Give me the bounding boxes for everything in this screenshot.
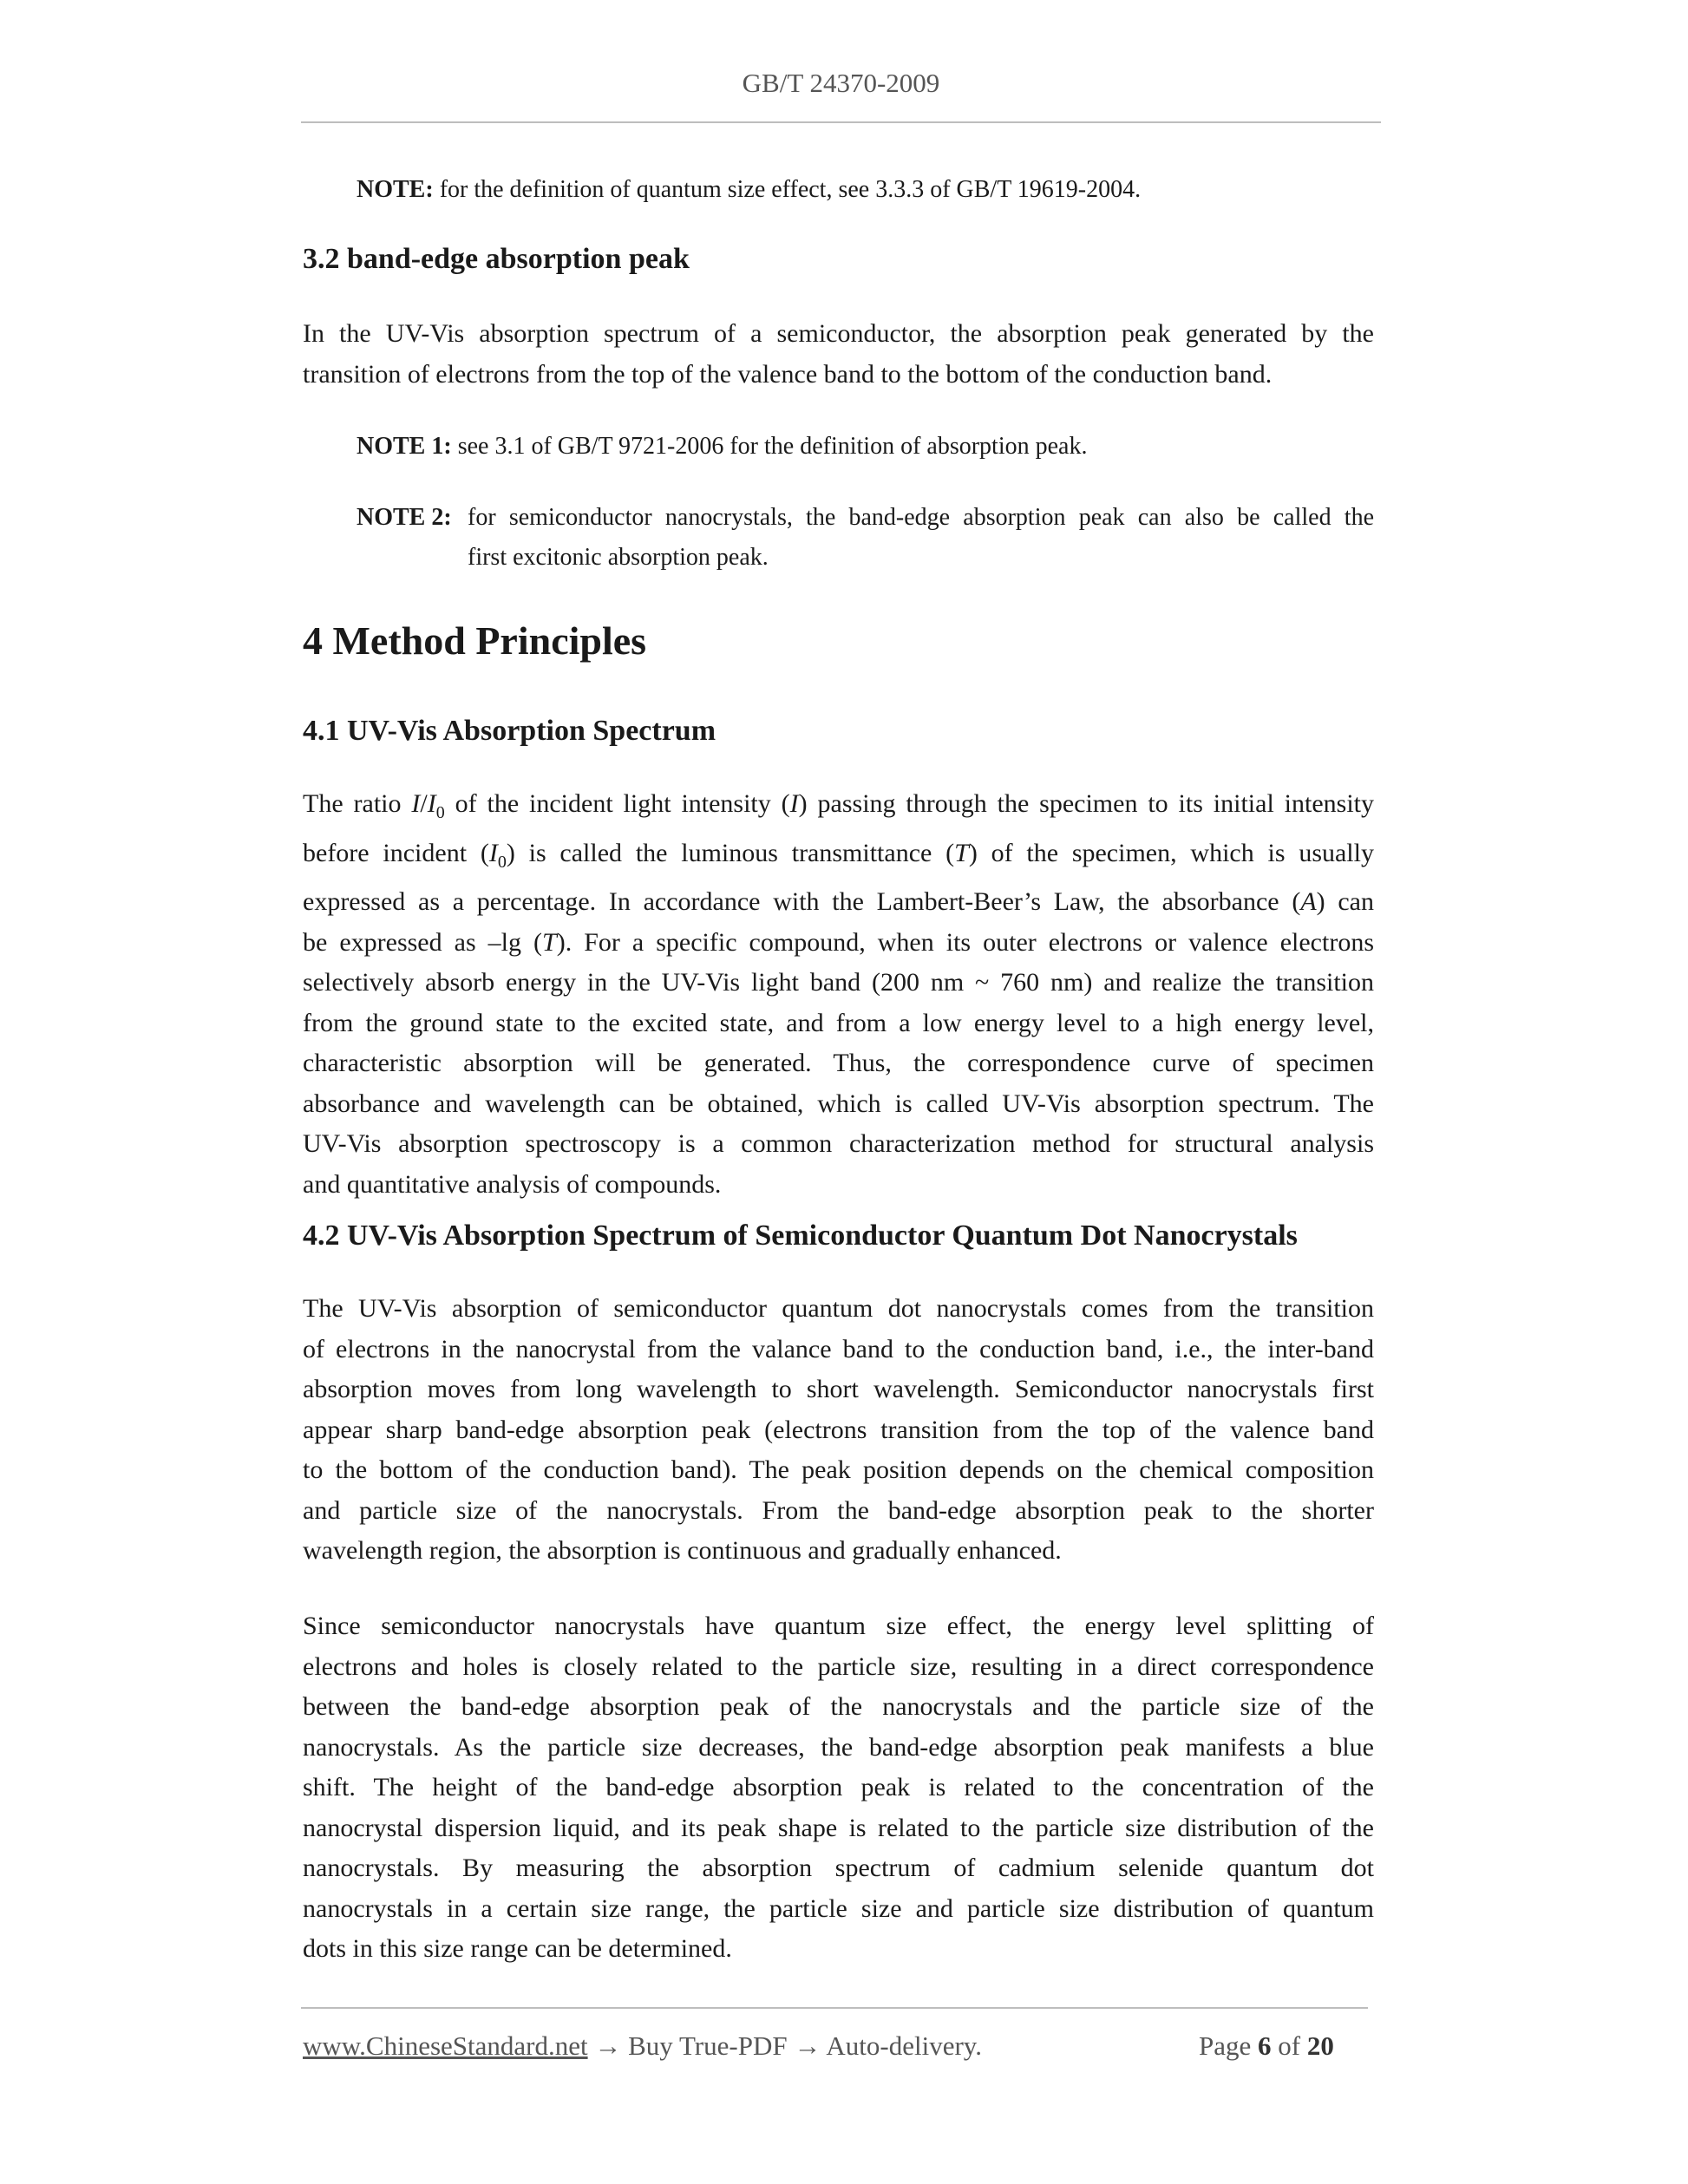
- of-word: of: [1278, 2030, 1301, 2061]
- note-text-line: for semiconductor nanocrystals, the band-edge absorption peak can also be called the: [468, 504, 1374, 531]
- note-label: NOTE 1:: [357, 433, 452, 460]
- text-line: and quantitative analysis of compounds.: [303, 1169, 722, 1199]
- section-4-2-paragraph-2: [303, 1606, 1374, 1970]
- text-line: be expressed as –lg (T). For a specific compound, when its outer electrons or valence electrons: [303, 927, 1374, 957]
- text-line: nanocrystals. By measuring the absorption spectrum of cadmium selenide quantum dot: [303, 1854, 1374, 1882]
- text-line: appear sharp band-edge absorption peak (electrons transition from the top of the valence band: [303, 1415, 1374, 1444]
- section-4-1-heading: 4.1 UV-Vis Absorption Spectrum: [303, 715, 716, 747]
- text-line: between the band-edge absorption peak of the nanocrystals and the particle size of the: [303, 1692, 1374, 1721]
- text-line: before incident $(I_0)$ is called the luminous transmittance (T) of the specimen, which is usually: [303, 838, 1374, 872]
- total-pages: 20: [1306, 2030, 1334, 2061]
- text-line: nanocrystals in a certain size range, the particle size and particle size distribution of quantum: [303, 1893, 1374, 1923]
- footer-divider: [301, 2007, 1368, 2009]
- arrow-right-icon: →: [594, 2030, 622, 2061]
- section-3-2-definition: [303, 314, 1374, 395]
- text-line: dots in this size range can be determined.: [303, 1934, 732, 1963]
- text-line: UV-Vis absorption spectroscopy is a common characterization method for structural analysis: [303, 1129, 1374, 1158]
- note-text: see 3.1 of GB/T 9721-2006 for the definition of absorption peak.: [457, 433, 1088, 460]
- text-line: characteristic absorption will be generated. Thus, the correspondence curve of specimen: [303, 1049, 1374, 1077]
- text-line: from the ground state to the excited state, and from a low energy level to a high energy level,: [303, 1008, 1374, 1037]
- text-line: In the UV-Vis absorption spectrum of a semiconductor, the absorption peak generated by the: [303, 319, 1374, 348]
- text-line: selectively absorb energy in the UV-Vis light band (200 nm ~ 760 nm) and realize the transition: [303, 968, 1374, 997]
- text-line: to the bottom of the conduction band). The peak position depends on the chemical composition: [303, 1455, 1374, 1484]
- section-4-1-paragraph: [303, 784, 1374, 1205]
- note-label: NOTE:: [357, 176, 434, 203]
- document-header: GB/T 24370-2009: [742, 68, 940, 98]
- section-4-2-heading: 4.2 UV-Vis Absorption Spectrum of Semiconductor Quantum Dot Nanocrystals: [303, 1220, 1298, 1252]
- site-link[interactable]: www.ChineseStandard.net: [303, 2030, 588, 2061]
- header-divider: [301, 121, 1381, 123]
- text-line: absorbance and wavelength can be obtained, which is called UV-Vis absorption spectrum. The: [303, 1089, 1374, 1118]
- text-line: wavelength region, the absorption is continuous and gradually enhanced.: [303, 1536, 1062, 1565]
- section-4-heading: 4 Method Principles: [303, 618, 647, 663]
- text-line: nanocrystals. As the particle size decreases, the band-edge absorption peak manifests a blue: [303, 1732, 1374, 1762]
- note-2: [357, 498, 1374, 578]
- current-page-number: 6: [1258, 2030, 1272, 2061]
- note-label: NOTE 2:: [357, 504, 452, 531]
- section-3-2-heading: 3.2 band-edge absorption peak: [303, 243, 690, 275]
- page-indicator: [1199, 2030, 1334, 2062]
- text-line: transition of electrons from the top of the valence band to the bottom of the conduction band.: [303, 359, 1273, 389]
- section-4-2-paragraph-1: [303, 1289, 1374, 1572]
- note-1: [357, 427, 1087, 467]
- text-line: The ratio $I/I_0$ of the incident light intensity (I) passing through the specimen to its initial intensity: [303, 789, 1374, 822]
- text-line: expressed as a percentage. In accordance with the Lambert-Beer’s Law, the absorbance (A) can: [303, 887, 1375, 916]
- text-line: electrons and holes is closely related to the particle size, resulting in a direct correspondence: [303, 1651, 1374, 1681]
- text-line: shift. The height of the band-edge absorption peak is related to the concentration of the: [303, 1773, 1374, 1801]
- text-line: nanocrystal dispersion liquid, and its peak shape is related to the particle size distribution of the: [303, 1813, 1374, 1842]
- text-line: The UV-Vis absorption of semiconductor quantum dot nanocrystals comes from the transition: [303, 1294, 1374, 1323]
- page-word: Page: [1199, 2030, 1252, 2061]
- delivery-text: Auto-delivery.: [826, 2030, 983, 2061]
- text-line: of electrons in the nanocrystal from the valance band to the conduction band, i.e., the inter-band: [303, 1334, 1374, 1363]
- note-quantum-size: [357, 170, 1141, 210]
- text-line: absorption moves from long wavelength to short wavelength. Semiconductor nanocrystals first: [303, 1375, 1374, 1403]
- buy-text: Buy True-PDF: [628, 2030, 788, 2061]
- arrow-right-icon: →: [794, 2030, 821, 2061]
- footer-promo: [303, 2030, 982, 2062]
- note-text-line: first excitonic absorption peak.: [468, 544, 769, 571]
- text-line: Since semiconductor nanocrystals have quantum size effect, the energy level splitting of: [303, 1612, 1374, 1640]
- note-text: for the definition of quantum size effect, see 3.3.3 of GB/T 19619-2004.: [439, 176, 1142, 203]
- text-line: and particle size of the nanocrystals. From the band-edge absorption peak to the shorter: [303, 1495, 1374, 1525]
